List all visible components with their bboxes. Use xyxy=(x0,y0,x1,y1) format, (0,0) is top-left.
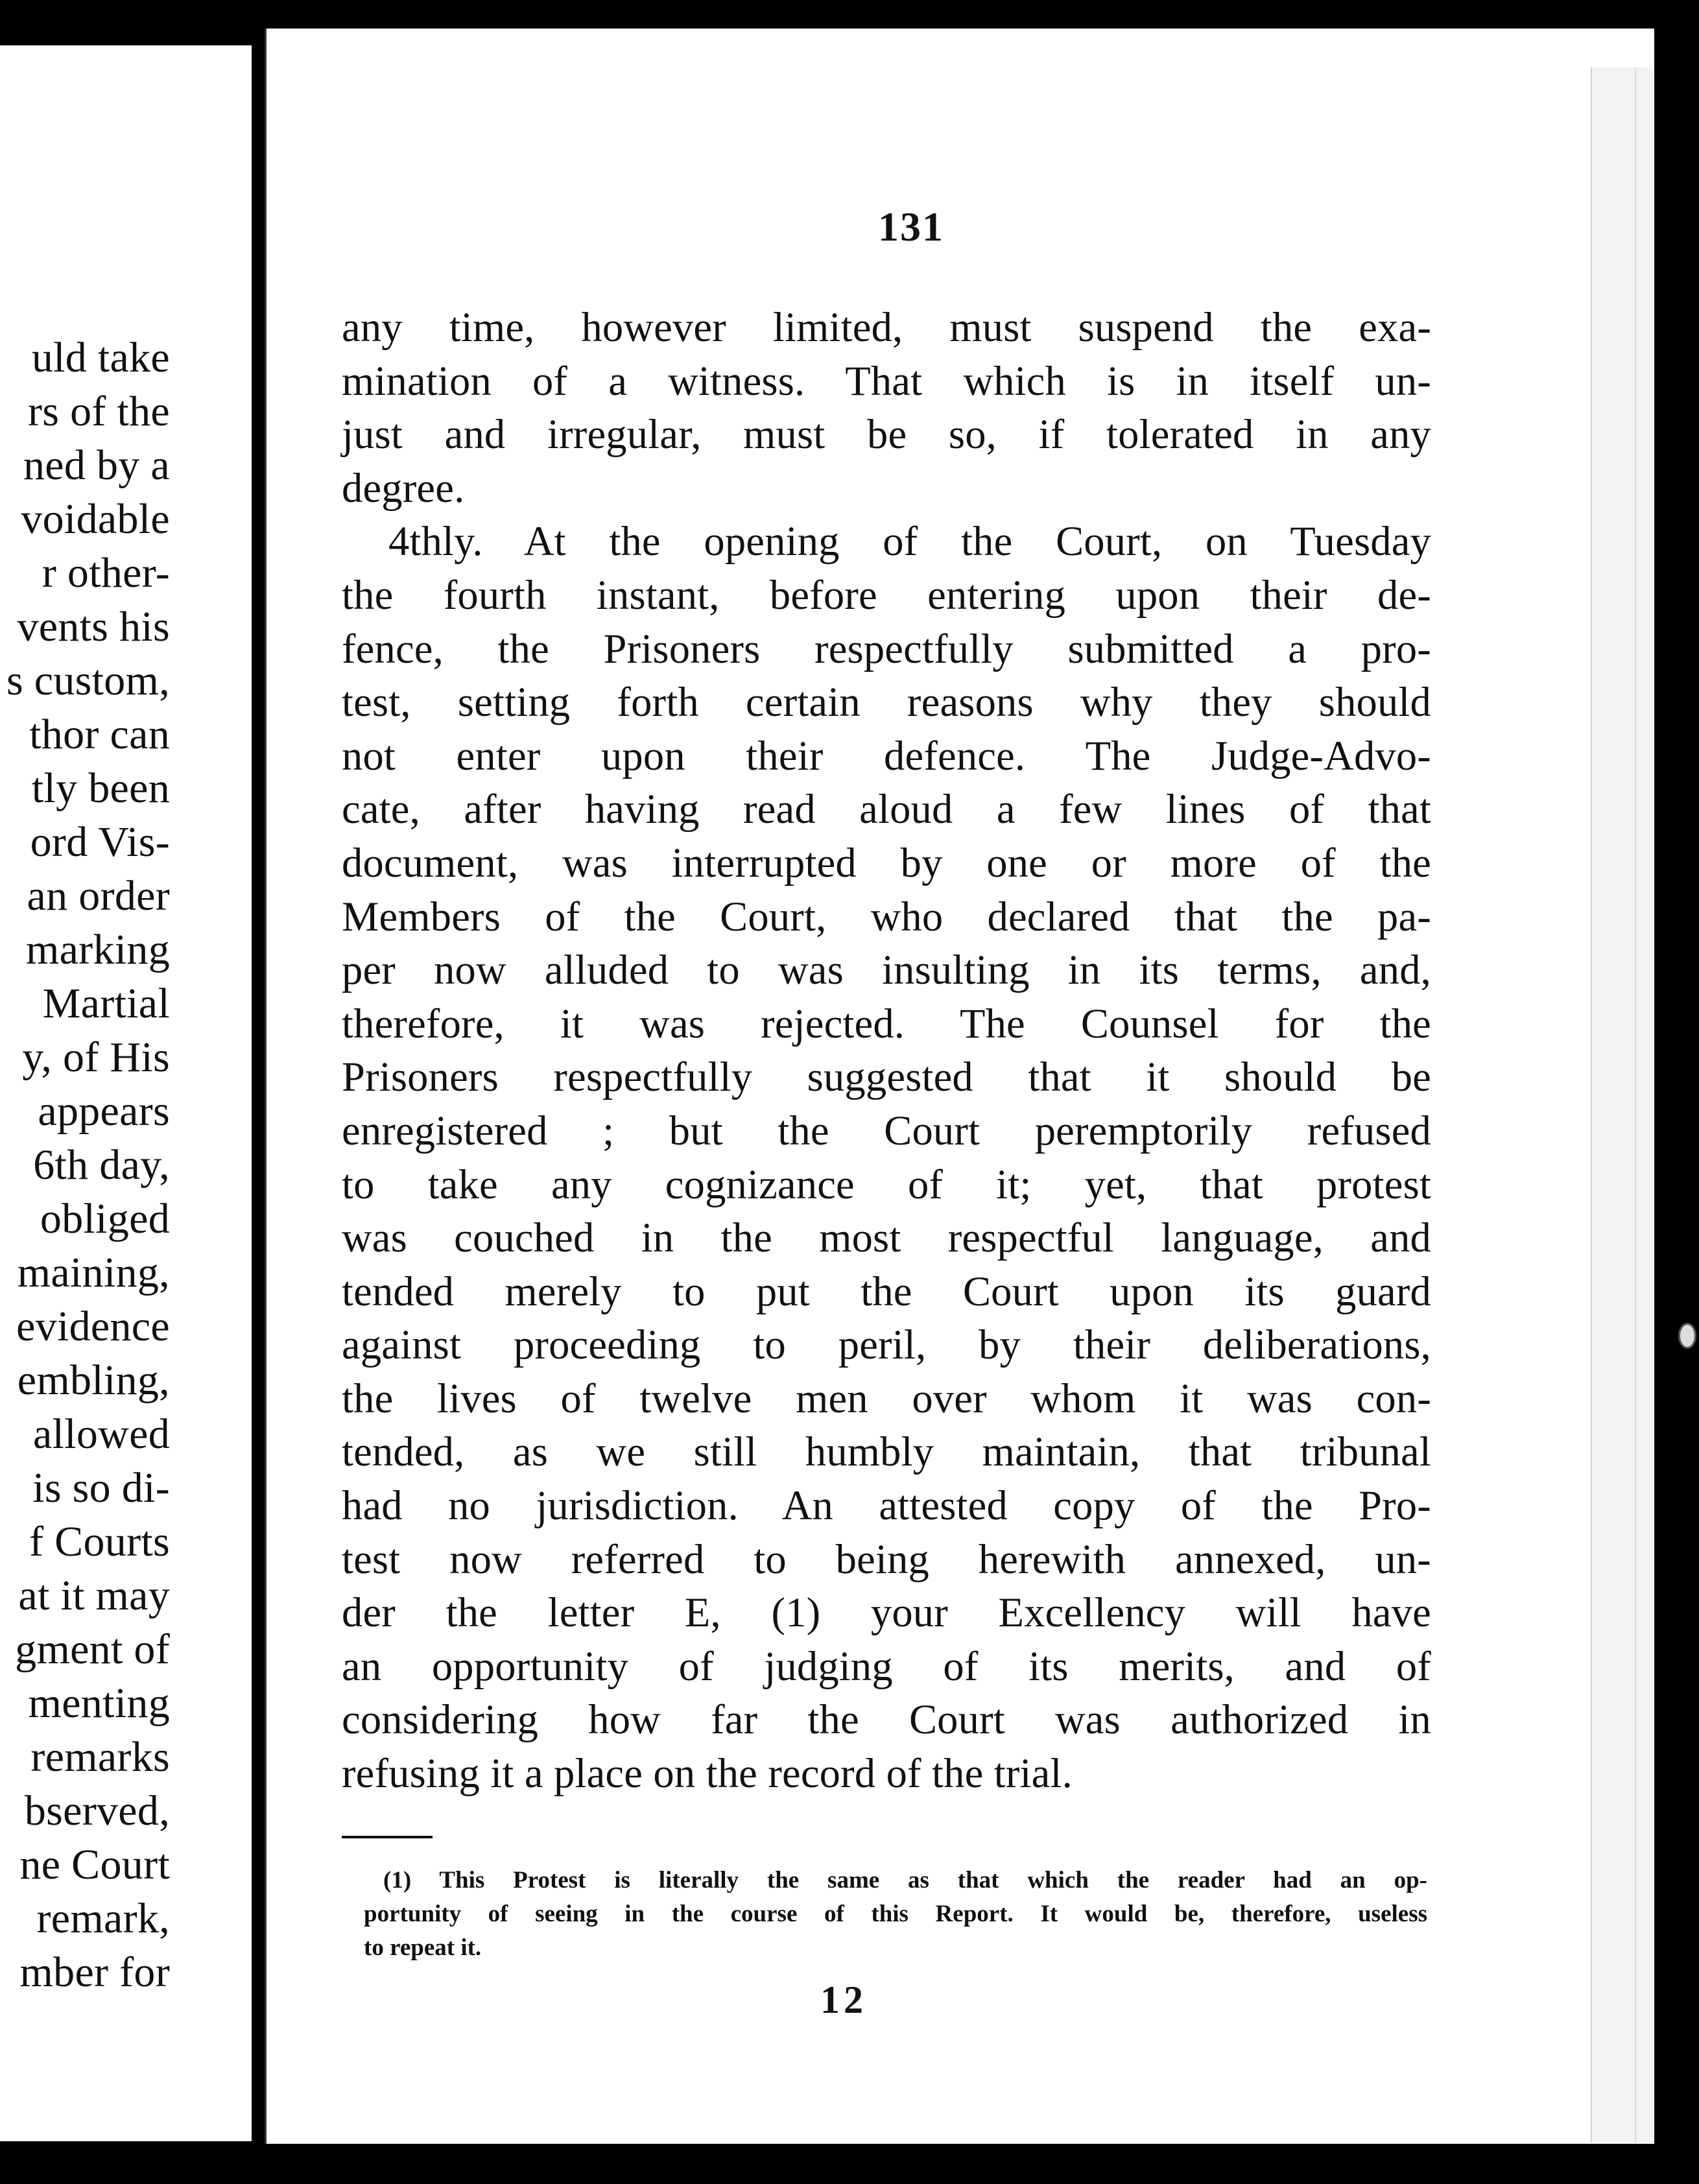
book-gutter xyxy=(252,0,265,2184)
paragraph-start-line: 4thly. At the opening of the Court, on Tuesday xyxy=(388,518,1431,565)
footnote-line: to repeat it. xyxy=(364,1934,482,1961)
body-line: per now alluded to was insulting in its terms, and, xyxy=(342,947,1431,993)
previous-page-line: voidable xyxy=(21,495,170,543)
body-line: tended, as we still humbly maintain, that tribunal xyxy=(342,1429,1431,1475)
previous-page-line: vents his xyxy=(17,603,170,650)
previous-page-line: embling, xyxy=(17,1357,170,1404)
previous-page-line: 6th day, xyxy=(33,1141,170,1189)
page-131 xyxy=(265,29,1654,2144)
signature-mark: 12 xyxy=(820,1978,867,2021)
previous-page-line: uld take xyxy=(31,334,170,381)
previous-page-line: menting xyxy=(28,1680,170,1727)
previous-page-line: mber for xyxy=(19,1949,170,1996)
body-line: the lives of twelve men over whom it was con- xyxy=(342,1375,1431,1421)
footnote-line: portunity of seeing in the course of this Report. It would be, therefore, useless xyxy=(364,1901,1427,1927)
body-line: an opportunity of judging of its merits, and of xyxy=(342,1643,1431,1689)
previous-page-line: ord Vis- xyxy=(30,818,170,866)
body-line: therefore, it was rejected. The Counsel for the xyxy=(342,1000,1431,1047)
previous-page-line: Martial xyxy=(42,980,170,1027)
body-line: tended merely to put the Court upon its guard xyxy=(342,1268,1431,1314)
previous-page-line: an order xyxy=(27,872,170,920)
previous-page-line: thor can xyxy=(29,711,170,758)
page-edge-stack xyxy=(1591,67,1654,2142)
body-line: test, setting forth certain reasons why they should xyxy=(342,679,1431,726)
previous-page-line: rs of the xyxy=(28,388,170,435)
body-line: was couched in the most respectful language, and xyxy=(342,1215,1431,1261)
body-line: Members of the Court, who declared that the pa- xyxy=(342,893,1431,940)
previous-page-line: marking xyxy=(25,926,170,973)
body-line: considering how far the Court was authorized in xyxy=(342,1696,1431,1743)
previous-page-line: allowed xyxy=(32,1410,170,1458)
body-line: mination of a witness. That which is in itself un- xyxy=(342,357,1431,404)
footnote xyxy=(364,1864,1427,1965)
body-line: enregistered ; but the Court peremptorily refused xyxy=(342,1107,1431,1154)
previous-page-line: maining, xyxy=(17,1249,170,1296)
body-line: just and irregular, must be so, if tolerated in any xyxy=(342,411,1431,458)
previous-page-line: ned by a xyxy=(23,442,170,489)
previous-page-line: remarks xyxy=(30,1733,170,1781)
previous-page-line: at it may xyxy=(18,1572,170,1619)
previous-page-text xyxy=(0,331,170,1999)
footnote-rule xyxy=(342,1836,433,1838)
previous-page-line: y, of His xyxy=(22,1034,170,1081)
previous-page-line: remark, xyxy=(36,1895,170,1942)
previous-page-line: obliged xyxy=(40,1195,170,1242)
binding-clip-icon xyxy=(1678,1323,1696,1349)
page-number: 131 xyxy=(878,204,944,250)
previous-page-line: is so di- xyxy=(32,1464,170,1512)
previous-page-line: tly been xyxy=(31,765,170,812)
previous-page-line: s custom, xyxy=(6,657,170,704)
body-line: not enter upon their defence. The Judge-Advo- xyxy=(342,732,1431,779)
body-line: the fourth instant, before entering upon their de- xyxy=(342,571,1431,618)
previous-page-line: r other- xyxy=(42,549,170,597)
body-line: cate, after having read aloud a few lines of that xyxy=(342,786,1431,833)
footnote-line: (1) This Protest is literally the same as that which the reader had an op- xyxy=(383,1867,1427,1893)
body-line: der the letter E, (1) your Excellency will have xyxy=(342,1589,1431,1636)
previous-page-fragment xyxy=(0,45,253,2141)
body-line: refusing it a place on the record of the trial. xyxy=(342,1750,1073,1797)
previous-page-line: appears xyxy=(38,1087,170,1135)
body-line: Prisoners respectfully suggested that it should be xyxy=(342,1054,1431,1100)
previous-page-line: gment of xyxy=(15,1626,170,1673)
body-line: had no jurisdiction. An attested copy of the Pro- xyxy=(342,1482,1431,1529)
body-line: fence, the Prisoners respectfully submitted a pro- xyxy=(342,625,1431,672)
body-line: any time, however limited, must suspend the exa- xyxy=(342,304,1431,350)
body-line: against proceeding to peril, by their deliberations, xyxy=(342,1322,1431,1368)
body-line: test now referred to being herewith annexed, un- xyxy=(342,1536,1431,1582)
body-text xyxy=(342,301,1431,1801)
previous-page-line: bserved, xyxy=(24,1787,170,1834)
body-line: to take any cognizance of it; yet, that protest xyxy=(342,1161,1431,1207)
body-line: document, was interrupted by one or more of the xyxy=(342,839,1431,886)
previous-page-line: ne Court xyxy=(19,1841,170,1888)
previous-page-line: evidence xyxy=(16,1303,170,1350)
body-line: degree. xyxy=(342,464,465,511)
previous-page-line: f Courts xyxy=(29,1518,170,1565)
